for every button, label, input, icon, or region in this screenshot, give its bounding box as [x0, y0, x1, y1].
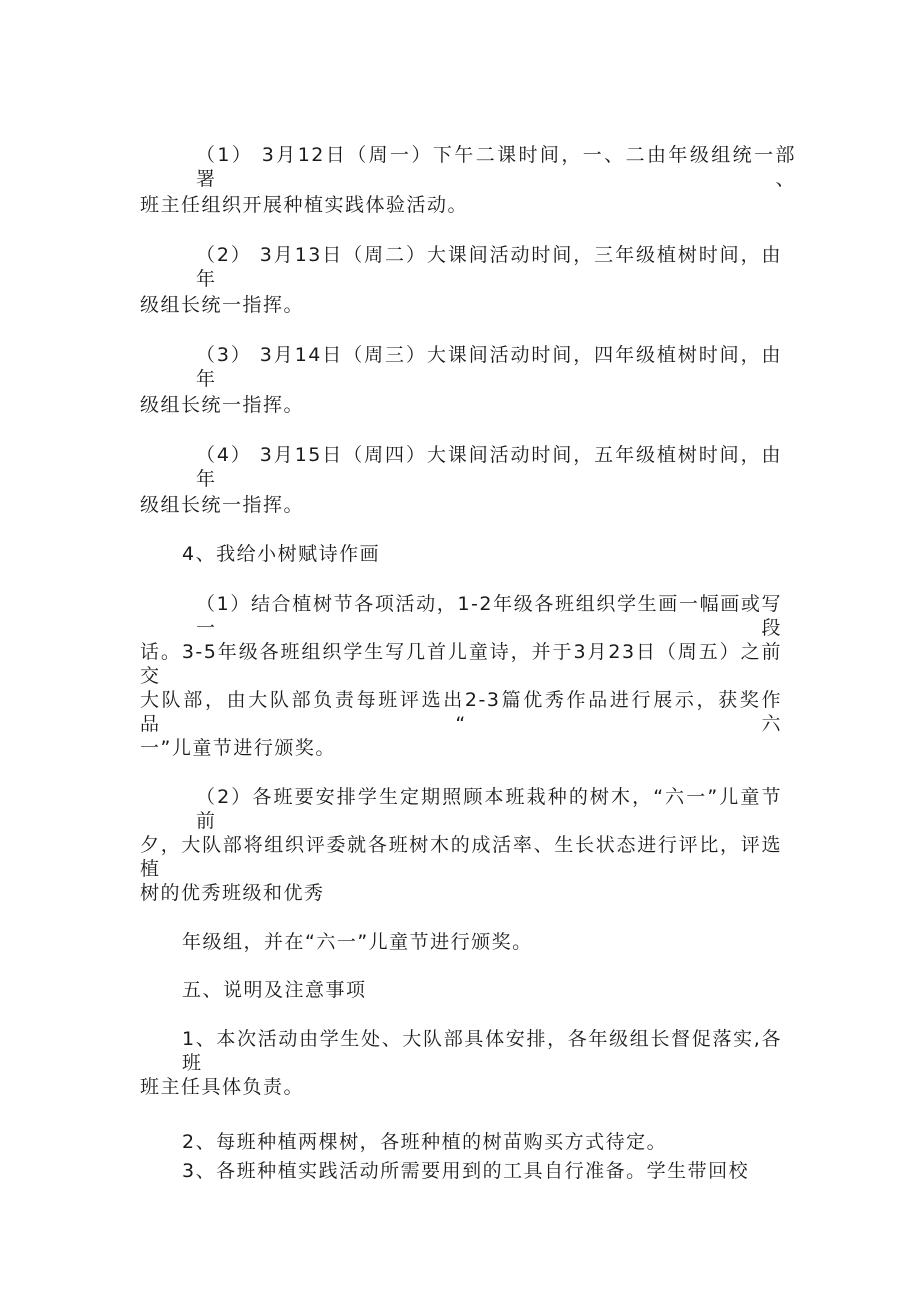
text-line: 级组长统一指挥。: [140, 494, 305, 516]
text-line: （2）各班要安排学生定期照顾本班栽种的树木，“六一”儿童节前: [196, 786, 782, 832]
text-line: （4） 3月15日（周四）大课间活动时间，五年级植树时间，由年: [196, 444, 782, 490]
text-line: 班主任具体负责。: [140, 1076, 305, 1098]
text-line: 话。3-5年级各班组织学生写几首儿童诗，并于3月23日（周五）之前交: [140, 641, 782, 687]
section-heading: 五、说明及注意事项: [182, 979, 367, 1001]
text-line: 1、本次活动由学生处、大队部具体安排，各年级组长督促落实,各班: [182, 1028, 782, 1074]
section-heading: 4、我给小树赋诗作画: [182, 543, 381, 565]
text-line: 2、每班种植两棵树，各班种植的树苗购买方式待定。: [182, 1131, 668, 1153]
text-line: （3） 3月14日（周三）大课间活动时间，四年级植树时间，由年: [196, 344, 782, 390]
text-line: 级组长统一指挥。: [140, 394, 305, 416]
text-line: （2） 3月13日（周二）大课间活动时间，三年级植树时间，由年: [196, 244, 782, 290]
text-line: 班主任组织开展种植实践体验活动。: [140, 194, 469, 216]
text-line: 3、各班种植实践活动所需要用到的工具自行准备。学生带回校: [182, 1160, 750, 1182]
text-line: 大队部，由大队部负责每班评选出2-3篇优秀作品进行展示，获奖作品“六: [140, 689, 782, 735]
text-line: 一”儿童节进行颁奖。: [140, 737, 336, 759]
text-line: （1）结合植树节各项活动，1-2年级各班组织学生画一幅画或写一段: [196, 593, 782, 639]
text-line: 树的优秀班级和优秀: [140, 882, 325, 904]
text-line: （1） 3月12日（周一）下午二课时间，一、二由年级组统一部署、: [196, 144, 796, 190]
text-line: 年级组，并在“六一”儿童节进行颁奖。: [182, 931, 533, 953]
text-line: 级组长统一指挥。: [140, 294, 305, 316]
text-line: 夕，大队部将组织评委就各班树木的成活率、生长状态进行评比，评选植: [140, 834, 782, 880]
